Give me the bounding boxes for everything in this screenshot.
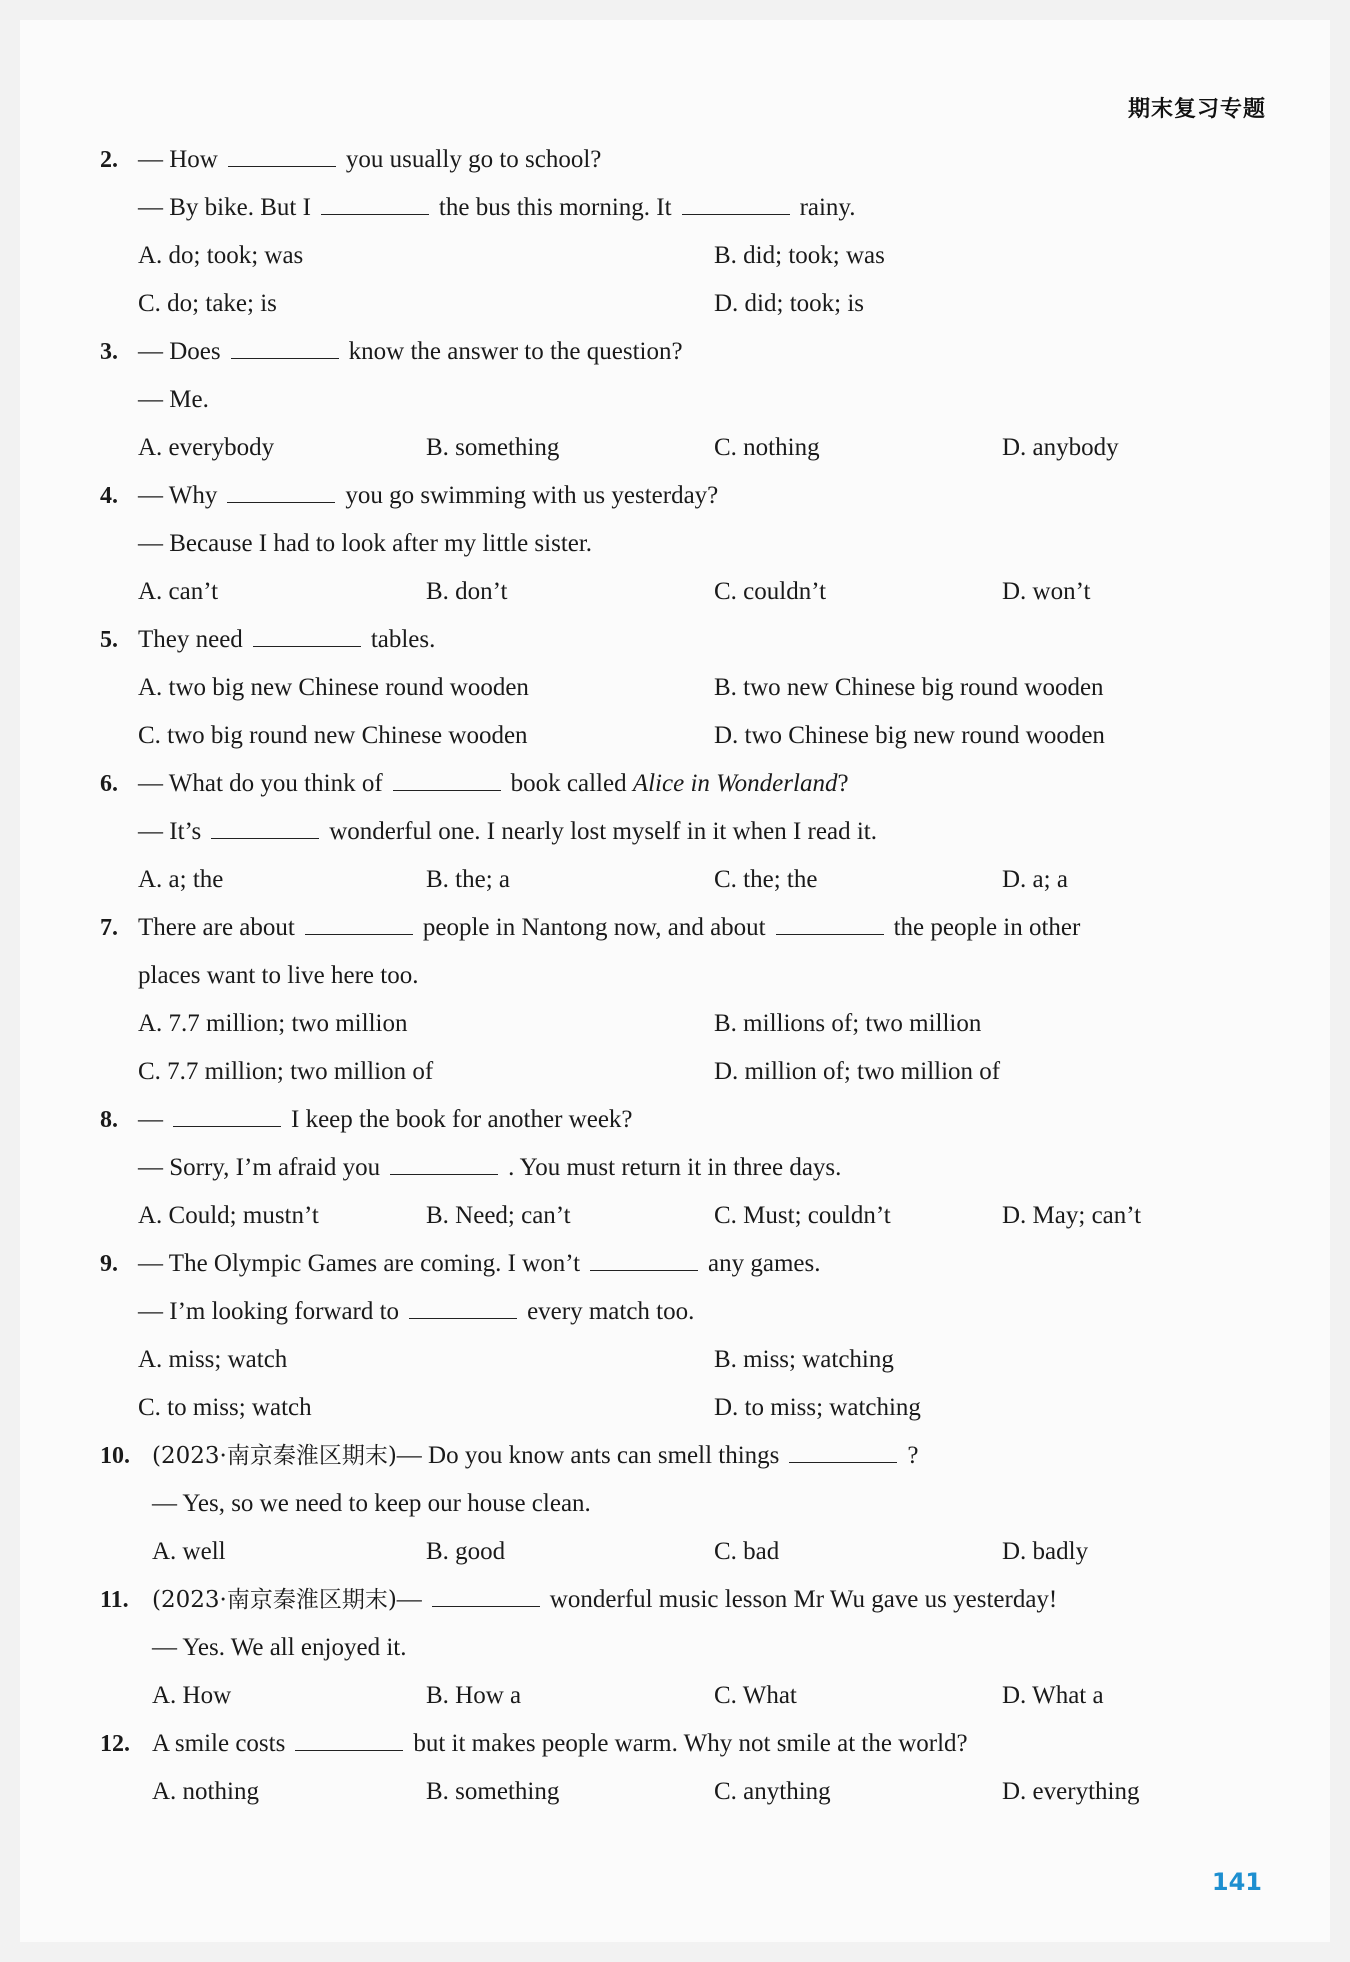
question-text: know the answer to the question? <box>348 338 683 365</box>
question-text: — How <box>138 146 218 173</box>
question-text: — Yes. We all enjoyed it. <box>152 1634 407 1661</box>
answer-blank <box>173 1104 281 1127</box>
answer-blank <box>295 1728 403 1751</box>
question-number: 2. <box>100 147 118 173</box>
option-b: B. the; a <box>426 866 511 893</box>
answer-blank <box>227 480 335 503</box>
question-number: 7. <box>100 915 118 941</box>
answer-blank <box>682 192 790 215</box>
option-b: B. miss; watching <box>714 1346 894 1373</box>
question-text: — Because I had to look after my little sister. <box>138 530 593 557</box>
question-7 <box>100 904 1300 1096</box>
question-text: the people in other <box>893 914 1081 941</box>
option-c: C. Must; couldn’t <box>714 1202 891 1229</box>
option-a: A. 7.7 million; two million <box>138 1010 408 1037</box>
question-text: ? <box>907 1442 919 1469</box>
option-c: C. two big round new Chinese wooden <box>138 722 528 749</box>
question-number: 8. <box>100 1107 118 1133</box>
question-text: you go swimming with us yesterday? <box>345 482 719 509</box>
option-a: A. miss; watch <box>138 1346 288 1373</box>
question-text: There are about <box>138 914 295 941</box>
question-text: — Does <box>138 338 221 365</box>
question-5 <box>100 616 1300 760</box>
question-number: 12. <box>100 1731 130 1757</box>
answer-blank <box>409 1296 517 1319</box>
question-text: — <box>396 1586 422 1613</box>
question-8 <box>100 1096 1300 1240</box>
answer-blank <box>390 1152 498 1175</box>
option-b: B. don’t <box>426 578 508 605</box>
book-title: Alice in Wonderland <box>632 770 838 797</box>
question-text: book called <box>510 770 627 797</box>
question-text: you usually go to school? <box>345 146 602 173</box>
option-c: C. What <box>714 1682 797 1709</box>
option-d: D. million of; two million of <box>714 1058 1001 1085</box>
question-text: — I’m looking forward to <box>138 1298 400 1325</box>
question-text: the bus this morning. It <box>438 194 672 221</box>
question-text: — Me. <box>138 386 209 413</box>
question-10 <box>100 1432 1300 1576</box>
question-3 <box>100 328 1300 472</box>
question-text: — It’s <box>138 818 202 845</box>
answer-blank <box>590 1248 698 1271</box>
option-a: A. do; took; was <box>138 242 304 269</box>
answer-blank <box>253 624 361 647</box>
option-a: A. everybody <box>138 434 275 461</box>
page-number: 141 <box>1211 1868 1262 1896</box>
question-12 <box>100 1720 1300 1816</box>
option-b: B. did; took; was <box>714 242 885 269</box>
question-2 <box>100 136 1300 328</box>
question-number: 4. <box>100 483 118 509</box>
option-d: D. to miss; watching <box>714 1394 921 1421</box>
option-d: D. everything <box>1002 1778 1140 1805</box>
option-c: C. to miss; watch <box>138 1394 312 1421</box>
question-list <box>100 136 1300 1816</box>
option-c: C. 7.7 million; two million of <box>138 1058 434 1085</box>
option-d: D. badly <box>1002 1538 1089 1565</box>
question-source: (2023·南京秦淮区期末) <box>152 1443 397 1469</box>
option-a: A. two big new Chinese round wooden <box>138 674 529 701</box>
question-text: — Sorry, I’m afraid you <box>138 1154 381 1181</box>
option-d: D. won’t <box>1002 578 1091 605</box>
option-d: D. did; took; is <box>714 290 865 317</box>
answer-blank <box>776 912 884 935</box>
question-text: — Do you know ants can smell things <box>396 1442 780 1469</box>
question-number: 5. <box>100 627 118 653</box>
option-a: A. Could; mustn’t <box>138 1202 319 1229</box>
option-d: D. What a <box>1002 1682 1104 1709</box>
question-text: They need <box>138 626 243 653</box>
option-b: B. good <box>426 1538 506 1565</box>
question-text: people in Nantong now, and about <box>422 914 766 941</box>
question-text: ? <box>837 770 849 797</box>
option-c: C. bad <box>714 1538 780 1565</box>
option-d: D. anybody <box>1002 434 1119 461</box>
option-a: A. nothing <box>152 1778 259 1805</box>
option-d: D. two Chinese big new round wooden <box>714 722 1105 749</box>
answer-blank <box>231 336 339 359</box>
question-4 <box>100 472 1300 616</box>
question-text: wonderful music lesson Mr Wu gave us yesterday! <box>549 1586 1058 1613</box>
question-text: wonderful one. I nearly lost myself in it when I read it. <box>329 818 877 845</box>
question-source: (2023·南京秦淮区期末) <box>152 1587 397 1613</box>
option-b: B. How a <box>426 1682 522 1709</box>
option-c: C. the; the <box>714 866 818 893</box>
question-text: — Why <box>138 482 218 509</box>
question-number: 10. <box>100 1443 130 1469</box>
question-text: — The Olympic Games are coming. I won’t <box>138 1250 581 1277</box>
option-b: B. two new Chinese big round wooden <box>714 674 1104 701</box>
question-text: — By bike. But I <box>138 194 311 221</box>
option-b: B. Need; can’t <box>426 1202 571 1229</box>
option-b: B. millions of; two million <box>714 1010 982 1037</box>
question-text: A smile costs <box>152 1730 286 1757</box>
question-text: tables. <box>370 626 436 653</box>
question-text: — <box>138 1106 163 1133</box>
question-9 <box>100 1240 1300 1432</box>
option-a: A. a; the <box>138 866 224 893</box>
workbook-page <box>20 20 1330 1942</box>
answer-blank <box>305 912 413 935</box>
question-text: every match too. <box>527 1298 695 1325</box>
answer-blank <box>211 816 319 839</box>
question-text: rainy. <box>799 194 856 221</box>
question-text: I keep the book for another week? <box>291 1106 633 1133</box>
question-number: 6. <box>100 771 118 797</box>
option-c: C. couldn’t <box>714 578 827 605</box>
option-a: A. well <box>152 1538 226 1565</box>
question-number: 9. <box>100 1251 118 1277</box>
question-text: — What do you think of <box>138 770 383 797</box>
option-b: B. something <box>426 434 560 461</box>
question-text: but it makes people warm. Why not smile at the world? <box>413 1730 968 1757</box>
option-a: A. can’t <box>138 578 219 605</box>
answer-blank <box>228 144 336 167</box>
page-header-title: 期末复习专题 <box>1127 97 1266 122</box>
question-text: — Yes, so we need to keep our house clean. <box>152 1490 591 1517</box>
question-text: any games. <box>708 1250 821 1277</box>
answer-blank <box>393 768 501 791</box>
option-c: C. do; take; is <box>138 290 277 317</box>
option-a: A. How <box>152 1682 232 1709</box>
question-number: 3. <box>100 339 118 365</box>
answer-blank <box>321 192 429 215</box>
question-11 <box>100 1576 1300 1720</box>
question-number: 11. <box>100 1587 129 1613</box>
answer-blank <box>432 1584 540 1607</box>
option-d: D. May; can’t <box>1002 1202 1142 1229</box>
option-b: B. something <box>426 1778 560 1805</box>
option-d: D. a; a <box>1002 866 1068 893</box>
question-6 <box>100 760 1300 904</box>
option-c: C. nothing <box>714 434 820 461</box>
option-c: C. anything <box>714 1778 831 1805</box>
answer-blank <box>789 1440 897 1463</box>
question-text: . You must return it in three days. <box>508 1154 842 1181</box>
question-text: places want to live here too. <box>138 962 419 989</box>
